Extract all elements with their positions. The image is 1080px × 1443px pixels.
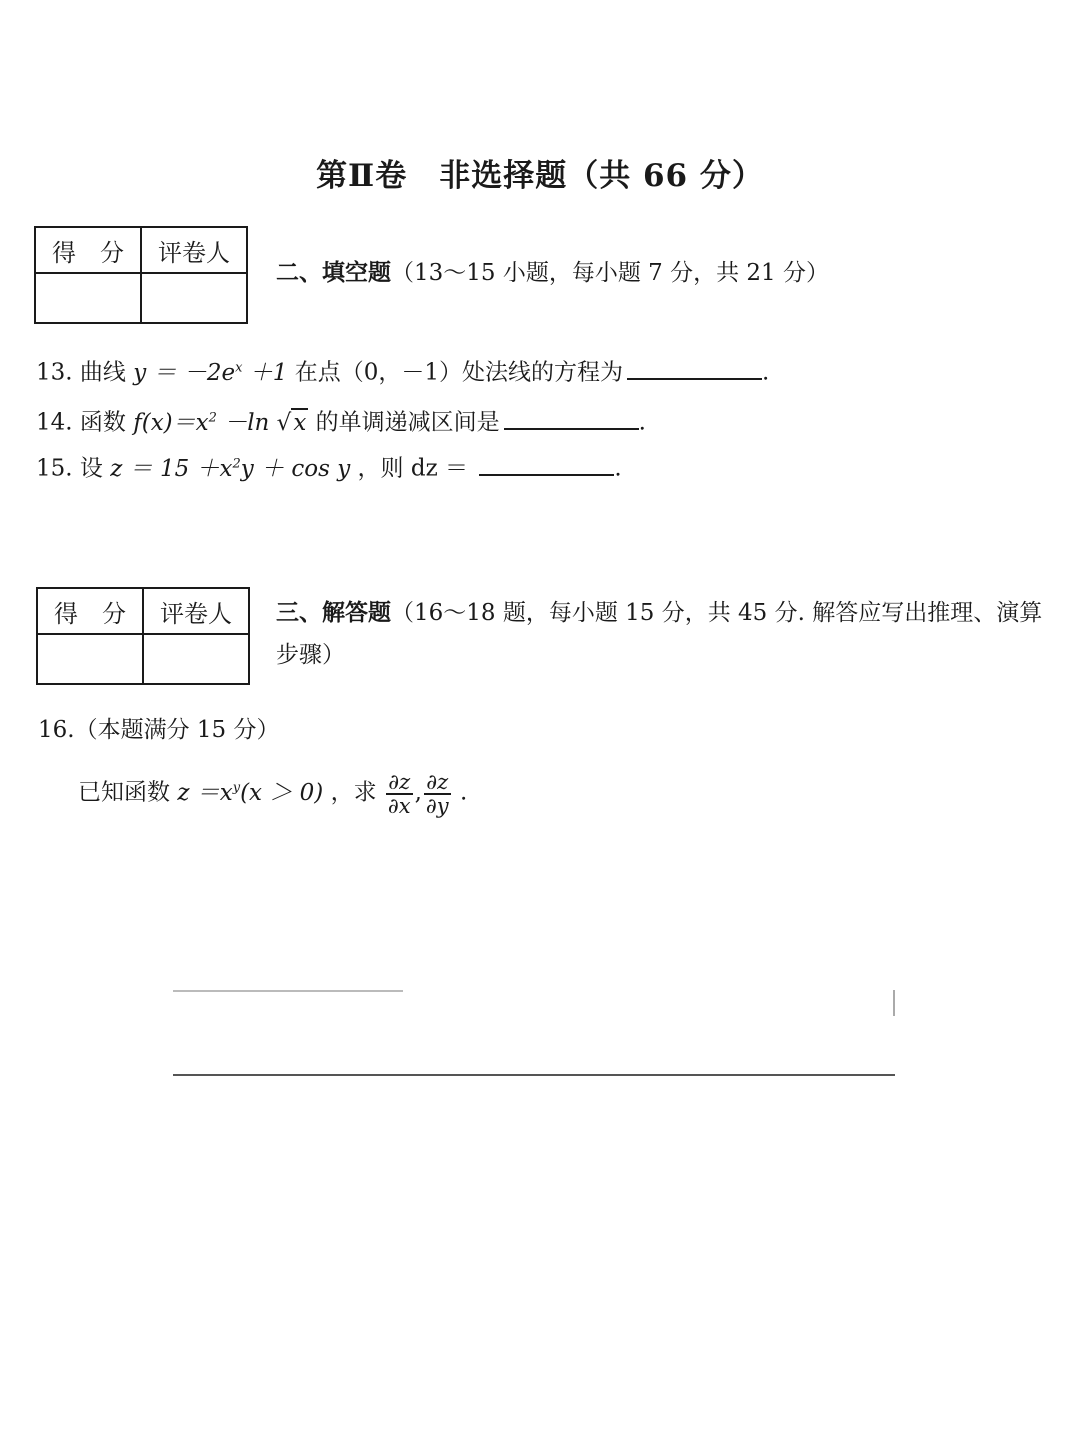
q14-text-b: 的单调递减区间是 [315,409,500,436]
section3-note-line1: （16～18 题，每小题 15 分，共 45 分. 解答应写出推理、演算 [391,600,1043,626]
q14-end: . [638,409,646,436]
score-table-section2 [34,226,248,324]
partial-z-x-fraction: $\frac{\partial z}{\partial x}$ [387,769,411,818]
q15-text-a: 设 [79,455,103,482]
section3-note-line2: 步骤） [276,642,345,668]
q15-formula: $z = 15 +x^2y + \cos y$ [110,455,351,482]
q16-text-b: ，求 [330,779,377,806]
q14-formula: $f(x)=x^2 -\ln$ √x [133,409,307,436]
q14-text-a: 函数 [79,409,126,436]
section3-title: 三、解答题 [276,599,391,626]
section3-heading [276,592,1066,676]
q16-end: . [459,779,468,806]
score-cell [37,634,143,684]
question-16-label: 16.（本题满分 15 分） [38,717,280,743]
answer-area-top-line [173,990,403,992]
q13-formula: $y = -2e^x +1$ [133,359,288,386]
section2-heading [276,252,829,294]
grader-header: 评卷人 [141,227,247,273]
answer-area[interactable] [173,990,895,1076]
section2-note: （13～15 小题，每小题 7 分，共 21 分） [391,260,829,286]
question-15 [36,444,622,489]
q16-formula: $z =x^y(x > 0)$ [177,779,324,806]
q15-text-b: ，则 dz ＝ [357,455,469,482]
q15-number: 15. [36,455,73,482]
q13-text-b: 在点（0，－1）处法线的方程为 [294,359,623,386]
page-title: 第Ⅱ卷 非选择题（共 66 分） [316,158,764,194]
question-16: 已知函数 $z =x^y(x > 0)$ ，求 $\frac{\partial z}{\partial x}$ , $\frac{\partial z}{\partial y}$ . [78,769,468,818]
section2-title: 二、填空题 [276,259,391,286]
grader-cell [141,273,247,323]
score-header: 得 分 [35,227,141,273]
score-table-section3 [36,587,250,685]
q13-number: 13. [36,359,73,386]
question-13 [36,348,769,393]
q16-text-a: 已知函数 [78,779,170,806]
grader-cell [143,634,249,684]
question-14 [36,398,646,443]
score-header: 得 分 [37,588,143,634]
q13-answer-blank[interactable] [627,356,762,380]
q13-text-a: 曲线 [79,359,126,386]
score-cell [35,273,141,323]
q14-number: 14. [36,409,73,436]
answer-area-edge [893,990,895,1016]
q13-end: . [761,359,770,386]
q15-end: . [614,455,622,482]
grader-header: 评卷人 [143,588,249,634]
q15-answer-blank[interactable] [479,452,614,476]
partial-z-y-fraction: $\frac{\partial z}{\partial y}$ [425,769,449,818]
q14-answer-blank[interactable] [504,406,639,430]
